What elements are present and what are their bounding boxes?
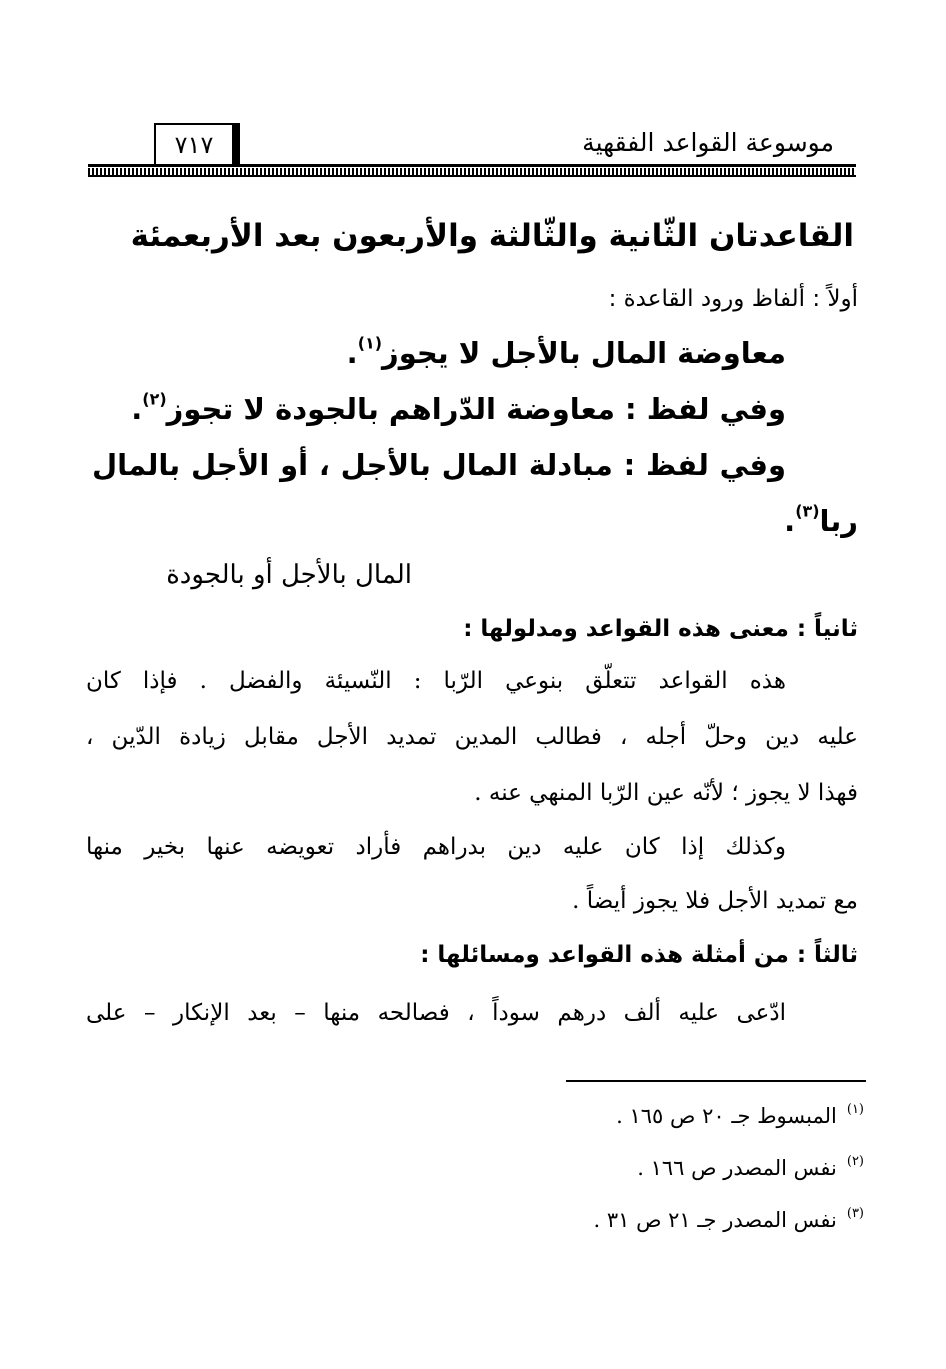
paragraph-1-line-1: هذه القواعد تتعلّق بنوعي الرّبا : النّسيئة والفضل . فإذا كان (86, 668, 786, 694)
paragraph-2-line-2: مع تمديد الأجل فلا يجوز أيضاً . (572, 888, 858, 914)
rule-text-3-line-2: ربا$^{(٣)}$. (784, 501, 858, 538)
footnote-separator (566, 1080, 866, 1082)
header-rule (88, 164, 856, 167)
footnote-ref-3: (٣) (795, 501, 820, 521)
section-heading-3: ثالثاً : من أمثلة هذه القواعد ومسائلها : (420, 942, 858, 968)
rule-heading: القاعدتان الثّانية والثّالثة والأربعون بعد الأربعمئة (130, 218, 854, 254)
rule-text-2-body: وفي لفظ : معاوضة الدّراهم بالجودة لا تجوز (166, 392, 786, 426)
page-number: ٧١٧ (174, 131, 214, 159)
footnote-text-1: المبسوط جـ ٢٠ ص ١٦٥ . (616, 1104, 837, 1128)
footnote-mark-1: (١) (846, 1102, 864, 1117)
footnote-mark-3: (٣) (846, 1206, 864, 1221)
paragraph-2-line-1: وكذلك إذا كان عليه دين بدراهم فأراد تعويضه عنها بخير منها (86, 834, 786, 860)
footnote-1 (616, 1102, 864, 1128)
rule-text-3-line-1: وفي لفظ : مبادلة المال بالأجل ، أو الأجل بالمال (92, 448, 786, 482)
footnote-text-3: نفس المصدر جـ ٢١ ص ٣١ . (593, 1208, 837, 1232)
footnote-ref-2: (٢) (142, 389, 167, 409)
footnote-ref-1: (١) (357, 333, 383, 353)
section-heading-1: أولاً : ألفاظ ورود القاعدة : (608, 286, 858, 312)
rule-text-1-body: معاوضة المال بالأجل لا يجوز (382, 336, 786, 370)
rule-text-2: وفي لفظ : معاوضة الدّراهم بالجودة لا تجوز$^{(٢)}$. (131, 389, 786, 426)
section-heading-2: ثانياً : معنى هذه القواعد ومدلولها : (463, 616, 858, 642)
running-header-title: موسوعة القواعد الفقهية (582, 128, 834, 157)
header-rule-band (88, 168, 856, 177)
footnote-2 (637, 1154, 864, 1180)
footnote-mark-2: (٢) (846, 1154, 864, 1169)
paragraph-3-line-1: ادّعى عليه ألف درهم سوداً ، فصالحه منها – بعد الإنكار – على (86, 1000, 786, 1026)
rule-text-1: معاوضة المال بالأجل لا يجوز$^{(١)}$. (346, 333, 786, 370)
page-number-box (154, 123, 240, 167)
paragraph-1-line-2: عليه دين وحلّ أجله ، فطالب المدين تمديد الأجل مقابل زيادة الدّين ، (86, 724, 858, 750)
paragraph-1-line-3: فهذا لا يجوز ؛ لأنّه عين الرّبا المنهي عنه . (474, 780, 858, 806)
rule-text-3-body: ربا (819, 504, 858, 538)
footnote-text-2: نفس المصدر ص ١٦٦ . (637, 1156, 837, 1180)
footnote-3 (593, 1206, 864, 1232)
topic-label: المال بالأجل أو بالجودة (166, 560, 412, 590)
